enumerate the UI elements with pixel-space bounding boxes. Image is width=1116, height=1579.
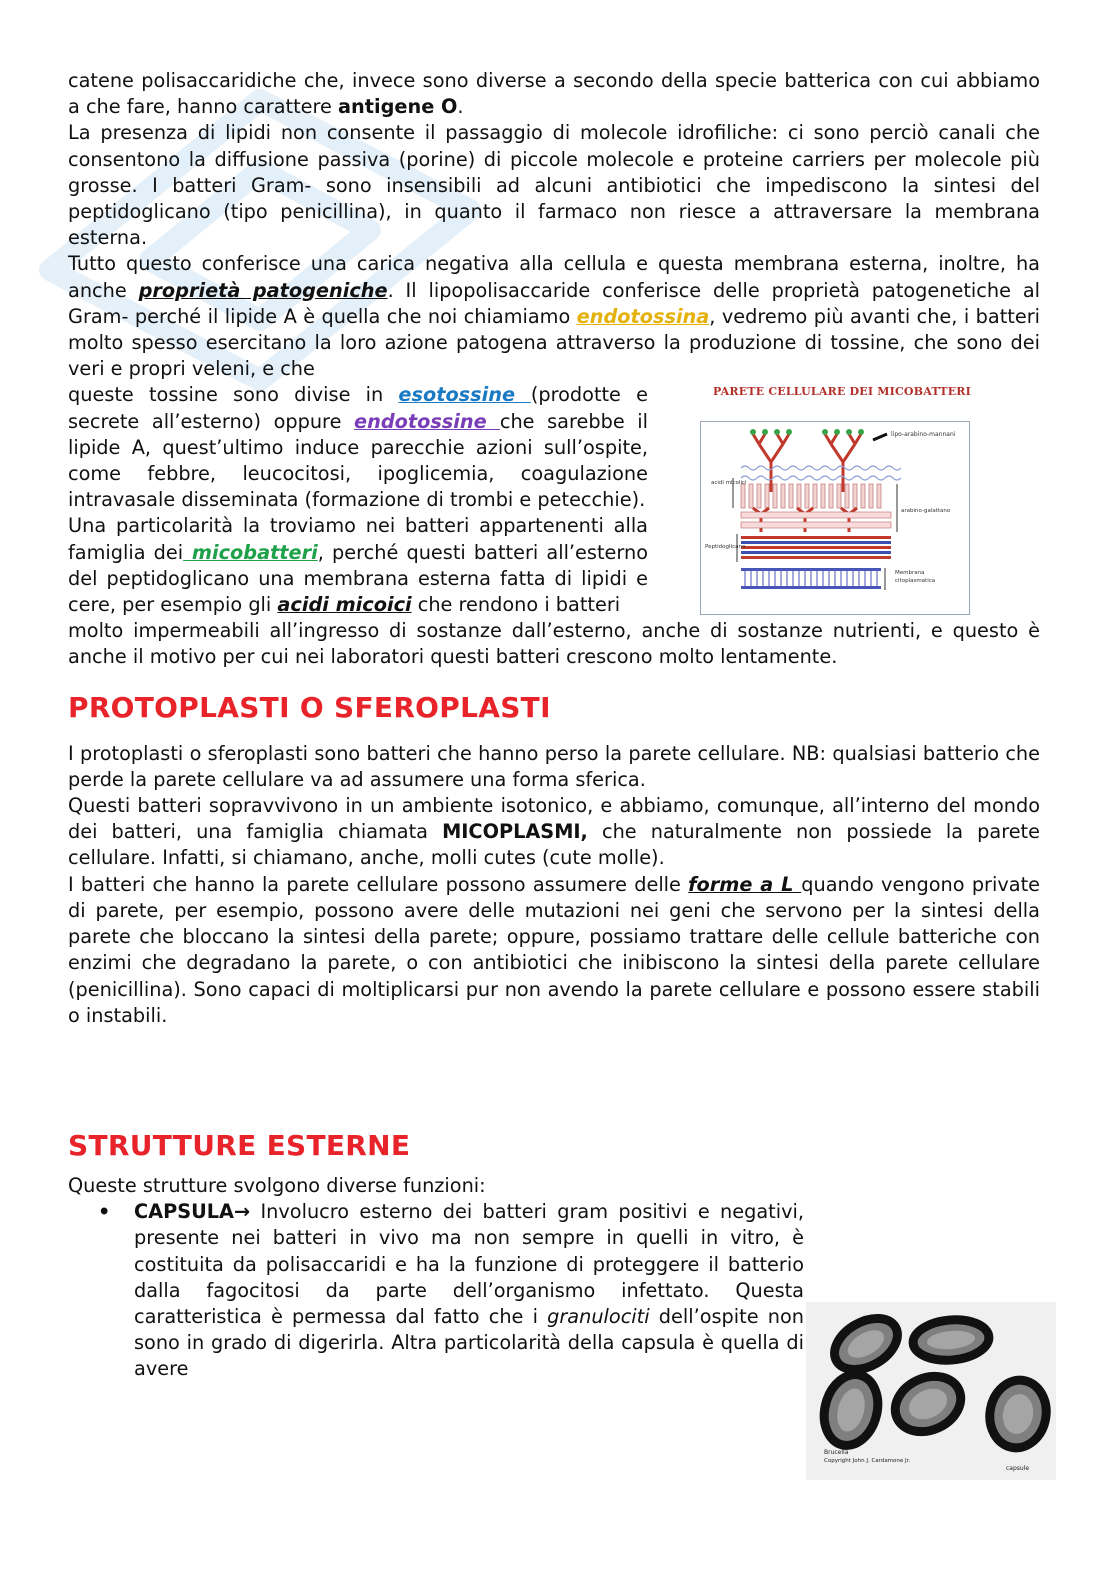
- term-esotossine: esotossine: [398, 383, 531, 407]
- text: che naturalmente non possiede la parete cellulare. Infatti, si chiamano, anche, molli cutes (cute molle).: [68, 820, 1040, 870]
- figure-mycobacteria-wall: [692, 385, 992, 617]
- paragraph-forme-l: [68, 872, 1040, 1029]
- spacer: [68, 1029, 1040, 1129]
- text: dell’ospite non sono in grado di digerirla. Altra particolarità della capsula è quella di avere: [134, 1304, 804, 1381]
- micrograph-image: [806, 1302, 1056, 1480]
- text: , perché questi batteri all’esterno del peptidoglicano una membrana esterna fatta di lipidi e cere, per esempio gli: [68, 540, 648, 617]
- term-micoplasmi: MICOPLASMI,: [442, 820, 588, 844]
- text: che rendono i batteri: [411, 593, 621, 617]
- term-endotossina: endotossina: [576, 304, 710, 328]
- list-item-capsula: [68, 1199, 804, 1382]
- spacer: [68, 1163, 1040, 1173]
- paragraph-lipids: La presenza di lipidi non consente il passaggio di molecole idrofiliche: ci sono perciò canali che consentono la diffusione passiva (porine) di piccole molecole e proteine carriers per molecole più grosse. I batteri Gram- sono insensibili ad alcuni antibiotici che impediscono la sintesi del peptidoglicano (tipo penicillina), in quanto il farmaco non riesce a attraversare la membrana esterna.: [68, 121, 1040, 250]
- paragraph-mycobacteria: [68, 513, 648, 618]
- paragraph-intro: Queste strutture svolgono diverse funzioni:: [68, 1173, 486, 1197]
- wrapped-text-block: [68, 382, 648, 618]
- paragraph-toxins: [68, 382, 648, 513]
- term-forme-a-l: forme a L: [688, 872, 802, 896]
- figure-frame: [700, 421, 970, 615]
- text: , vedremo più avanti che, i batteri molto spesso esercitano la loro azione patogena attraverso la produzione di tossine, che sono dei veri e propri veleni, e che: [68, 304, 1040, 381]
- caption-copyright: Copyright John J. Cardamone Jr.: [824, 1458, 911, 1464]
- caption-brucella: Brucella: [824, 1449, 849, 1456]
- heading-strutture-esterne: STRUTTURE ESTERNE: [68, 1128, 411, 1162]
- text: quando vengono private di parete, per esempio, possono avere delle mutazioni nei geni che servono per la sintesi della parete che bloccano la sintesi della parete; oppure, possiamo trattare delle cellule batteriche con enzimi che degradano la parete, o con antibiotici che inibiscono la sintesi della parete cellulare (penicillina). Sono capaci di moltiplicarsi pur non avendo la parete cellulare e possono essere stabili o instabili.: [68, 872, 1040, 1027]
- text: catene polisaccaridiche che, invece sono diverse a secondo della specie batterica con cui abbiamo a che fare, hanno carattere: [68, 69, 1040, 119]
- term-antigene-o: antigene O: [338, 95, 458, 119]
- label-acidi: acidi micolici: [711, 480, 747, 486]
- paragraph-mycobacteria-cont: molto impermeabili all’ingresso di sostanze dall’esterno, anche di sostanze nutrienti, e questo è anche il motivo per cui nei laboratori questi batteri crescono molto lentamente.: [68, 619, 1040, 669]
- label-pg: Peptidoglicano: [705, 544, 746, 550]
- paragraph-charge: [68, 251, 1040, 382]
- text: Una particolarità la troviamo nei batteri appartenenti alla famiglia dei: [68, 514, 648, 564]
- heading-protoplasti: PROTOPLASTI O SFEROPLASTI: [68, 690, 551, 724]
- caption-capsule: capsule: [1006, 1465, 1030, 1472]
- paragraph-antigen: [68, 68, 1040, 120]
- text: Tutto questo conferisce una carica negativa alla cellula e questa membrana esterna, inoltre, ha anche: [68, 252, 1040, 302]
- label-mem2: citoplasmatica: [895, 578, 936, 584]
- text: (prodotte e secrete all’esterno) oppure: [68, 383, 648, 433]
- term-endotossine: endotossine: [354, 409, 500, 433]
- label-mem1: Membrana: [895, 570, 925, 576]
- text: .: [457, 95, 464, 119]
- text: queste tossine sono divise in: [68, 383, 399, 407]
- label-lam: lipo-arabino-mannani: [891, 431, 956, 438]
- paragraph-micoplasmi: [68, 793, 1040, 872]
- bullet-icon: •: [98, 1200, 111, 1224]
- term-capsula: CAPSULA→: [134, 1200, 251, 1224]
- term-proprieta-patogeniche: proprietà patogeniche: [138, 278, 388, 302]
- paragraph-protoplasti: I protoplasti o sferoplasti sono batteri che hanno perso la parete cellulare. NB: qualsiasi batterio che perde la parete cellulare va ad assumere una forma sferica.: [68, 741, 1040, 791]
- spacer: [68, 725, 1040, 741]
- term-acidi-micoici: acidi micoici: [277, 593, 412, 617]
- spacer: [68, 671, 1040, 691]
- paragraph-capsula: [134, 1199, 804, 1382]
- figure-title: PARETE CELLULARE DEI MICOBATTERI: [713, 385, 971, 398]
- cell-wall-diagram: [701, 422, 969, 614]
- text: . Il lipopolisaccaride conferisce delle proprietà patogenetiche al Gram- perché il lipide A è quella che noi chiamiamo: [68, 278, 1040, 328]
- figure-capsule-micrograph: [806, 1302, 1056, 1480]
- text-column: [68, 68, 1040, 1383]
- label-arab: arabino-galattano: [901, 508, 951, 514]
- text: I batteri che hanno la parete cellulare possono assumere delle: [68, 872, 689, 896]
- text: Questi batteri sopravvivono in un ambiente isotonico, e abbiamo, comunque, all’interno del mondo dei batteri, una famiglia chiamata: [68, 794, 1040, 844]
- text: Involucro esterno dei batteri gram positivi e negativi, presente nei batteri in vivo ma non sempre in quelli in vitro, è costituita da polisaccaridi e ha la funzione di proteggere il batterio dalla fagocitosi da parte dell’organismo infettato. Questa caratteristica è permessa dal fatto che i: [134, 1200, 804, 1328]
- text: che sarebbe il lipide A, quest’ultimo induce parecchie azioni sull’ospite, come febbre, leucocitosi, ipoglicemia, coagulazione intravasale disseminata (formazione di trombi e petecchie).: [68, 409, 648, 512]
- term-micobatteri: micobatteri: [183, 540, 318, 564]
- term-granulociti: granulociti: [547, 1304, 650, 1328]
